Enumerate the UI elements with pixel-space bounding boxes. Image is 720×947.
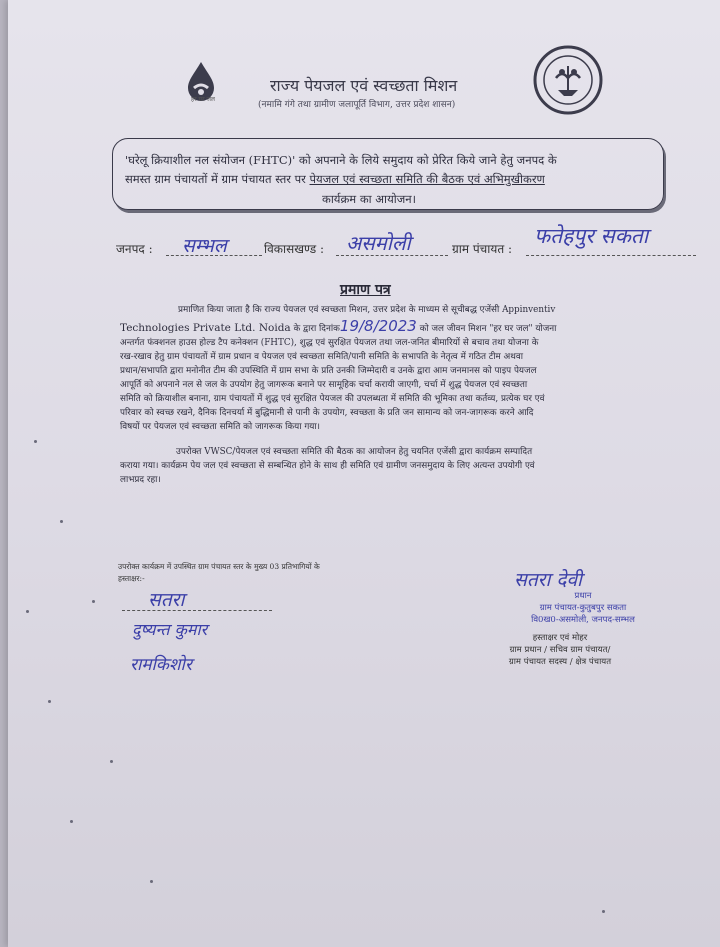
date-value: 19/8/2023 bbox=[339, 317, 417, 335]
scan-speck bbox=[70, 820, 73, 823]
gram-panchayat-label: ग्राम पंचायत : bbox=[452, 242, 513, 256]
gram-panchayat-line bbox=[526, 255, 696, 256]
scan-speck bbox=[150, 880, 153, 883]
vikaskhand-label: विकासखण्ड : bbox=[264, 242, 325, 256]
scan-speck bbox=[26, 610, 29, 613]
body-line-5: प्रधान/सभापति द्वारा मनोनीत टीम की उपस्थिति में ग्राम सभा के प्रति उनकी जिम्मेदारी व उनके द्वारा आम जनमानस को पाइप पेयजल bbox=[120, 366, 537, 376]
janpad-value: सम्भल bbox=[182, 235, 227, 257]
pradhan-stamp: प्रधान ग्राम पंचायत-कुतुबपुर सकता वि0ख0-असमोली, जनपद-सम्भल bbox=[531, 591, 635, 625]
body-line-2: Technologies Private Ltd. Noida के द्वारा दिनांक19/8/2023 को जल जीवन मिशन "हर घर जल" योजना bbox=[120, 317, 557, 335]
scan-speck bbox=[602, 910, 605, 913]
body-p2-line-2: कराया गया। कार्यक्रम पेय जल एवं स्वच्छता से सम्बन्धित होने के साथ ही समिति एवं ग्रामीण जनसमुदाय के लिए अत्यन्त उपयोगी एवं bbox=[120, 461, 535, 471]
scan-speck bbox=[60, 520, 63, 523]
left-logo-caption: हर घर जल bbox=[191, 96, 215, 103]
janpad-label: जनपद : bbox=[116, 242, 153, 256]
body-line-8: परिवार को स्वच्छ रखने, दैनिक दिनचर्या में बुद्धिमानी से पानी के उपयोग, स्वच्छता के प्रति जन सामान्य को जन-जागरूक करने आदि bbox=[120, 408, 534, 418]
banner-line-1: 'घरेलू क्रियाशील नल संयोजन (FHTC)' को अपनाने के लिये समुदाय को प्रेरित किये जाने हेतु जनपद के bbox=[125, 153, 557, 167]
signature-line-1 bbox=[122, 610, 272, 611]
mission-subtitle: (नमामि गंगे तथा ग्रामीण जलापूर्ति विभाग, उत्तर प्रदेश शासन) bbox=[258, 100, 456, 110]
certificate-title: प्रमाण पत्र bbox=[340, 282, 391, 298]
up-govt-seal-icon bbox=[532, 44, 604, 116]
banner-line-2: समस्त ग्राम पंचायतों में ग्राम पंचायत स्तर पर पेयजल एवं स्वच्छता समिति की बैठक एवं अभिमुखीकरण bbox=[125, 172, 545, 186]
body-line-1: प्रमाणित किया जाता है कि राज्य पेयजल एवं स्वच्छता मिशन, उत्तर प्रदेश के माध्यम से सूचीबद्ध एजेंसी Appinventiv bbox=[178, 305, 556, 315]
vikaskhand-value: असमोली bbox=[346, 231, 411, 255]
banner-line-3: कार्यक्रम का आयोजन। bbox=[322, 192, 416, 206]
gram-panchayat-value: फतेहपुर सकता bbox=[534, 224, 649, 248]
body-p2-line-1: उपरोक्त VWSC/पेयजल एवं स्वच्छता समिति की बैठक का आयोजन हेतु चयनित एजेंसी द्वारा कार्यक्रम सम्पादित bbox=[176, 447, 533, 457]
scan-speck bbox=[110, 760, 113, 763]
pradhan-signature: सतरा देवी bbox=[514, 569, 582, 591]
scan-speck bbox=[92, 600, 95, 603]
mission-title: राज्य पेयजल एवं स्वच्छता मिशन bbox=[270, 76, 458, 95]
attendee-signature-1: सतरा bbox=[148, 589, 185, 611]
scan-speck bbox=[48, 700, 51, 703]
attendee-signature-3: रामकिशोर bbox=[130, 655, 192, 675]
attendees-intro: उपरोक्त कार्यक्रम में उपस्थित ग्राम पंचायत स्तर के मुख्य 03 प्रतिभागियों के हस्ताक्षर:- bbox=[118, 562, 320, 583]
attendee-signature-2: दुष्यन्त कुमार bbox=[132, 620, 208, 639]
body-line-4: रख-रखाव हेतु ग्राम पंचायतों में ग्राम प्रधान व पेयजल एवं स्वच्छता समिति/पानी समिति के सभापति के नेतृत्व में गठित टीम अथवा bbox=[120, 352, 524, 362]
signatory-label: हस्ताक्षर एवं मोहर ग्राम प्रधान / सचिव ग्राम पंचायत/ ग्राम पंचायत सदस्य / क्षेत्र पंचायत bbox=[508, 633, 612, 667]
scan-speck bbox=[34, 440, 37, 443]
body-line-3: अन्तर्गत फंक्शनल हाउस होल्ड टैप कनेक्शन (FHTC), शुद्ध एवं सुरक्षित पेयजल तथा जल-जनित बीमारियों से बचाव तथा योजना के bbox=[120, 338, 539, 348]
page-left-edge bbox=[0, 0, 8, 947]
body-p2-line-3: लाभप्रद रहा। bbox=[120, 475, 161, 485]
body-line-7: समिति को क्रियाशील बनाना, ग्राम पंचायतों में शुद्ध एवं सुरक्षित पेयजल की उपलब्धता में समिति की भूमिका तथा कर्तव्य, प्रत्येक घर एवं bbox=[120, 394, 545, 404]
body-line-6: आपूर्ति को अपनाने नल से जल के उपयोग हेतु जागरूक बनाने पर सामूहिक चर्चा करायी जाएगी, चर्चा में शुद्ध पेयजल एवं स्वच्छता bbox=[120, 380, 528, 390]
body-line-9: विषयों पर पेयजल एवं स्वच्छता समिति को जागरूक किया गया। bbox=[120, 422, 320, 432]
